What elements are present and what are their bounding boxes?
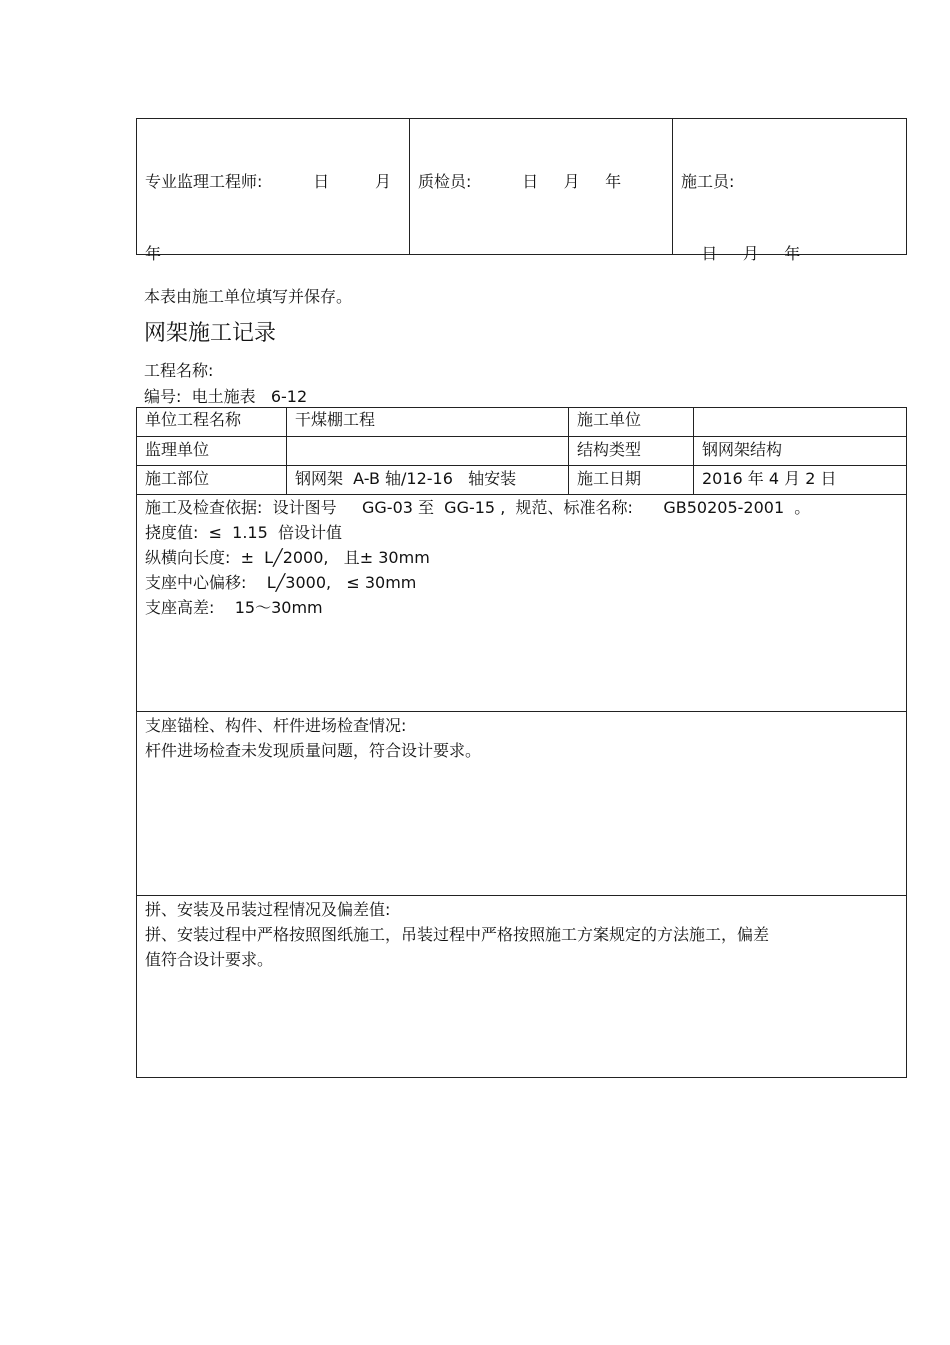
basis-line: 支座中心偏移: L╱3000, ≤ 30mm bbox=[145, 573, 417, 592]
construction-unit-label: 施工单位 bbox=[577, 410, 642, 429]
row-divider bbox=[137, 436, 906, 437]
inspection-result: 杆件进场检查未发现质量问题，符合设计要求。 bbox=[145, 741, 482, 760]
basis-line: 挠度值: ≤ 1.15 倍设计值 bbox=[145, 523, 342, 542]
constructor-signature-date: 日 月 年 bbox=[681, 244, 801, 263]
basis-line: 支座高差: 15～30mm bbox=[145, 598, 323, 617]
construction-date-value: 2016 年 4 月 2 日 bbox=[702, 469, 837, 488]
column-divider bbox=[693, 408, 694, 494]
project-name-label: 工程名称: bbox=[144, 361, 214, 380]
column-divider bbox=[286, 408, 287, 494]
supervisor-signature-cell bbox=[137, 119, 410, 263]
unit-project-name-label: 单位工程名称 bbox=[145, 410, 242, 429]
supervisor-signature-label: 专业监理工程师: 日 月 bbox=[145, 172, 392, 191]
assembly-block bbox=[145, 897, 769, 972]
inspection-basis-block bbox=[145, 495, 810, 620]
assembly-text: 值符合设计要求。 bbox=[145, 950, 274, 969]
basis-line: 施工及检查依据: 设计图号 GG-03 至 GG-15 , 规范、标准名称: GB50205-2001 。 bbox=[145, 498, 811, 517]
construction-part-value: 钢网架 A-B 轴/12-16 轴安装 bbox=[295, 469, 517, 488]
row-divider bbox=[137, 465, 906, 466]
column-divider bbox=[568, 408, 569, 494]
row-divider bbox=[137, 711, 906, 712]
row-divider bbox=[137, 895, 906, 896]
inspection-heading: 支座锚栓、构件、杆件进场检查情况: bbox=[145, 716, 407, 735]
inspector-signature-cell bbox=[410, 119, 673, 254]
structure-type-value: 钢网架结构 bbox=[702, 440, 783, 459]
form-title: 网架施工记录 bbox=[144, 321, 277, 346]
constructor-signature-cell bbox=[673, 119, 908, 263]
incoming-inspection-block bbox=[145, 713, 481, 763]
inspector-signature-label: 质检员: 日 月 年 bbox=[418, 172, 622, 191]
form-code: 编号: 电土施表 6-12 bbox=[144, 387, 308, 406]
supervisor-signature-year: 年 bbox=[145, 244, 162, 263]
construction-date-label: 施工日期 bbox=[577, 469, 642, 488]
constructor-signature-label: 施工员: bbox=[681, 172, 735, 191]
assembly-text: 拼、安装过程中严格按照图纸施工，吊装过程中严格按照施工方案规定的方法施工，偏差 bbox=[145, 925, 770, 944]
construction-part-label: 施工部位 bbox=[145, 469, 210, 488]
signature-table bbox=[136, 118, 907, 263]
form-note: 本表由施工单位填写并保存。 bbox=[144, 287, 353, 306]
record-table bbox=[136, 407, 907, 1078]
basis-line: 纵横向长度: ± L╱2000, 且± 30mm bbox=[145, 548, 430, 567]
assembly-heading: 拼、安装及吊装过程情况及偏差值: bbox=[145, 900, 391, 919]
structure-type-label: 结构类型 bbox=[577, 440, 642, 459]
unit-project-name-value: 干煤棚工程 bbox=[295, 410, 376, 429]
supervision-unit-label: 监理单位 bbox=[145, 440, 210, 459]
